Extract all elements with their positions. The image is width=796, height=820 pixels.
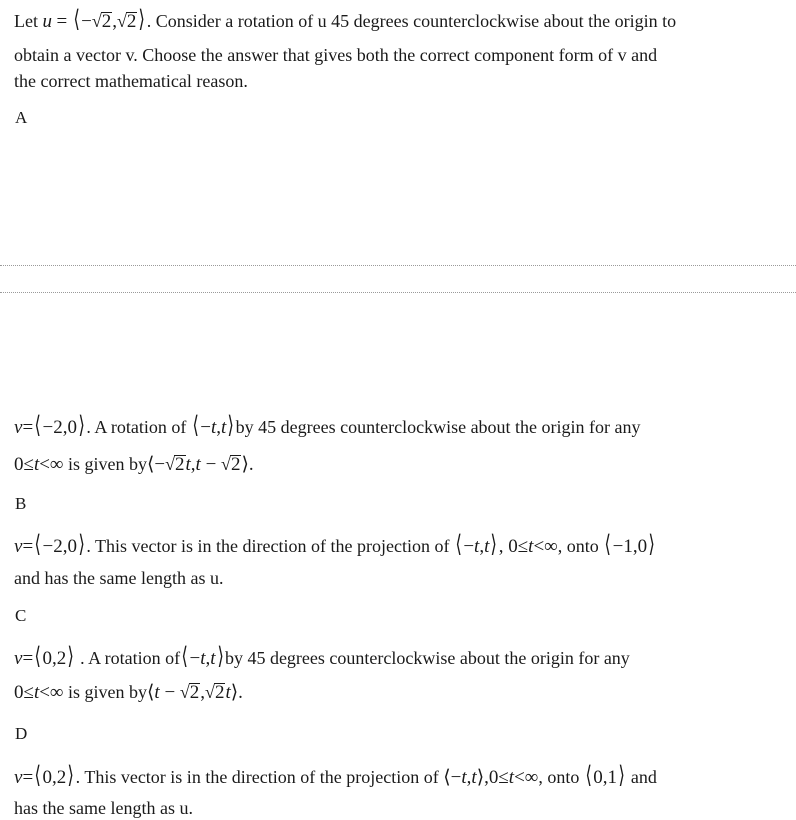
math-t: t [33,454,40,475]
math-t: t [528,536,534,557]
math-components: 2,0 [53,417,77,438]
math-minus: − [159,682,180,703]
option-text: . This vector is in the direction of the projection of [86,536,450,556]
radicand: 2 [230,454,241,475]
math-minus: − [200,454,222,475]
option-b-line-1[interactable] [14,533,656,559]
question-line-2: obtain a vector v. Choose the answer that gives both the correct component form of v and [14,45,658,65]
math-close: ⟩ [476,767,485,788]
angle-close: ⟩ [216,644,224,670]
math-ineq: , 0≤ [498,536,529,557]
math-t: t [33,682,40,703]
sqrt-icon: √ [205,682,215,702]
math-comma: , [190,454,196,475]
math-t: t [185,454,191,475]
angle-open: ⟨ [34,644,42,670]
math-neg: − [200,417,211,438]
option-c-line-2[interactable] [14,680,243,705]
math-u: u [42,11,52,32]
angle-open: ⟨ [585,763,592,789]
radicand: 2 [214,682,225,703]
sqrt-icon: √ [165,454,176,474]
text-period: . [146,11,152,31]
math-components: 2,0 [53,536,77,557]
option-label-a[interactable]: A [15,108,28,127]
math-t: t [221,417,227,438]
divider [0,265,796,266]
math-comma: , [216,417,221,438]
option-text: . This vector is in the direction of the projection of [75,767,439,787]
math-neg: − [42,536,54,557]
math-components: 0,1 [593,767,617,788]
math-neg: − [463,536,475,557]
math-v: v [14,536,23,557]
angle-open: ⟨ [455,532,462,558]
math-comma: , [466,767,472,788]
option-text: is given by [63,682,147,702]
angle-open: ⟨ [192,413,199,439]
math-open: ⟨− [443,767,462,788]
angle-open: ⟨ [181,644,189,670]
math-v: v [14,648,23,669]
math-t: t [210,648,216,669]
math-t: t [471,767,477,788]
option-text: , onto [557,536,599,556]
text-let: Let [14,11,38,31]
angle-close: ⟩ [138,7,146,33]
angle-close: ⟩ [78,532,85,558]
option-text: , onto [538,767,580,787]
option-label-d[interactable]: D [15,724,28,743]
option-label-c[interactable]: C [15,606,27,625]
option-d-line-2[interactable]: has the same length as u. [14,798,193,818]
option-b-line-2[interactable]: and has the same length as u. [14,568,224,588]
radicand: 2 [126,11,137,32]
math-comma: , [200,682,206,703]
math-neg: − [189,648,201,669]
option-label-b[interactable]: B [15,494,27,513]
math-open: ⟨ [146,682,155,703]
sqrt-icon: √ [221,454,231,474]
option-c-line-1[interactable] [14,645,630,671]
math-t: t [225,682,231,703]
math-comma: , [479,536,485,557]
math-t: t [484,536,490,557]
angle-close: ⟩ [227,413,235,439]
question-line-3: the correct mathematical reason. [14,71,248,91]
math-v: v [14,417,23,438]
question-text: Consider a rotation of u 45 degrees counterclockwise about the origin to [151,11,677,31]
math-neg: − [81,11,92,32]
math-t: t [154,682,160,703]
math-eq: = [22,648,34,669]
option-a-line-1[interactable] [14,414,641,440]
angle-open: ⟨ [34,532,42,558]
math-v: v [14,767,23,788]
math-t: t [461,767,467,788]
radicand: 2 [101,11,112,32]
math-eq: = [22,767,34,788]
option-a-line-2[interactable] [14,452,254,477]
angle-close: ⟩ [618,763,625,789]
angle-close: ⟩ [78,413,85,439]
sqrt-icon: √ [91,11,102,31]
option-text: and [626,767,657,787]
math-comma: , [205,648,211,669]
math-components: −1,0 [612,536,648,557]
math-comma: , [112,11,117,32]
math-ineq: <∞ [514,767,539,788]
option-text: . A rotation of [75,648,181,668]
math-neg: − [42,417,54,438]
option-text: by 45 degrees counterclockwise about the origin for any [235,417,641,437]
angle-close: ⟩ [648,532,656,558]
math-close: ⟩. [230,682,243,703]
radicand: 2 [189,682,200,703]
math-eq: = [56,11,68,32]
angle-close: ⟩ [67,763,75,789]
math-ineq: 0≤ [14,682,34,703]
option-d-line-1[interactable] [14,764,657,790]
math-t: t [210,417,217,438]
angle-open: ⟨ [34,413,42,439]
divider [0,292,796,293]
angle-open: ⟨ [604,532,612,558]
math-t: t [508,767,515,788]
math-t: t [474,536,480,557]
angle-close: ⟩ [67,644,75,670]
math-eq: = [22,417,34,438]
sqrt-icon: √ [116,11,127,31]
math-eq: = [22,536,34,557]
sqrt-icon: √ [179,682,190,702]
math-ineq: <∞ [39,454,64,475]
math-ineq: ,0≤ [484,767,509,788]
angle-close: ⟩ [490,532,498,558]
question-line-1 [14,8,676,34]
angle-open: ⟨ [34,763,42,789]
math-ineq: 0≤ [14,454,34,475]
math-t: t [200,648,206,669]
math-t: t [195,454,201,475]
math-components: 0,2 [42,767,67,788]
math-components: 0,2 [42,648,67,669]
math-open: ⟨− [146,454,166,475]
math-ineq: <∞ [533,536,558,557]
option-text: by 45 degrees counterclockwise about the origin for any [224,648,630,668]
angle-open: ⟨ [73,7,80,33]
radicand: 2 [175,454,185,475]
option-text: . A rotation of [86,417,187,437]
math-ineq: <∞ [39,682,64,703]
math-close: ⟩. [241,454,254,475]
option-text: is given by [63,454,147,474]
